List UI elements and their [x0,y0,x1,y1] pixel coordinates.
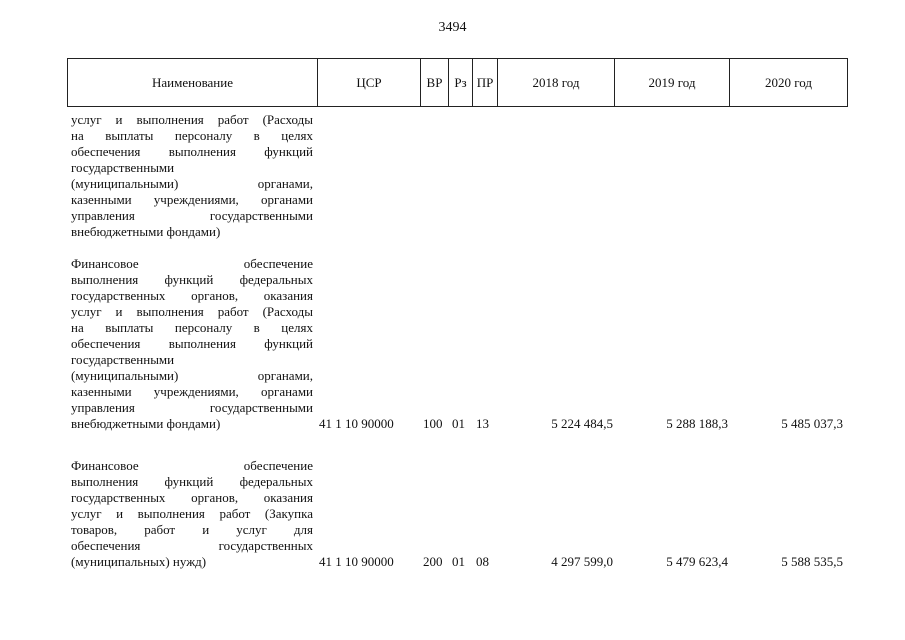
table-row [67,458,847,582]
cell-csr: 41 1 10 90000 [319,554,394,569]
name-line: услуг и выполнения работ (Расходы [71,112,313,127]
cell-vr: 100 [423,416,443,431]
name-line: государственных органов, оказания [71,490,313,505]
name-line: Финансовое обеспечение [71,256,313,271]
cell-2019: 5 479 623,4 [666,554,728,569]
name-line: выполнения функций федеральных [71,474,313,489]
name-line: товаров, работ и услуг для [71,522,313,537]
name-line: обеспечения выполнения функций [71,336,313,351]
header-2020: 2020 год [730,59,848,107]
cell-pr: 08 [476,554,489,569]
header-2019: 2019 год [615,59,730,107]
name-line: обеспечения государственных [71,538,313,553]
cell-2019: 5 288 188,3 [666,416,728,431]
name-line: государственными [71,160,175,175]
row-name [71,112,313,240]
header-pr: ПР [473,59,498,107]
name-line: (муниципальных) нужд) [71,554,207,569]
cell-2018: 5 224 484,5 [551,416,613,431]
cell-vr: 200 [423,554,443,569]
cell-rz: 01 [452,554,465,569]
table-row [67,112,847,244]
cell-pr: 13 [476,416,489,431]
page-number: 3494 [438,20,467,35]
name-line: управления государственными [71,208,313,223]
cell-2020: 5 588 535,5 [781,554,843,569]
cell-csr: 41 1 10 90000 [319,416,394,431]
name-line: (муниципальными) органами, [71,368,313,383]
header-2018: 2018 год [498,59,615,107]
header-rz: Рз [449,59,473,107]
name-line: государственных органов, оказания [71,288,313,303]
table-row [67,256,847,446]
name-line: внебюджетными фондами) [71,224,221,239]
name-line: управления государственными [71,400,313,415]
name-line: на выплаты персоналу в целях [71,128,313,143]
row-name [71,458,313,570]
name-line: обеспечения выполнения функций [71,144,313,159]
name-line: государственными [71,352,175,367]
row-name [71,256,313,432]
cell-2020: 5 485 037,3 [781,416,843,431]
name-line: услуг и выполнения работ (Расходы [71,304,313,319]
name-line: выполнения функций федеральных [71,272,313,287]
name-line: услуг и выполнения работ (Закупка [71,506,313,521]
name-line: Финансовое обеспечение [71,458,313,473]
table-header [67,58,848,107]
cell-2018: 4 297 599,0 [551,554,613,569]
name-line: (муниципальными) органами, [71,176,313,191]
header-name: Наименование [68,59,318,107]
cell-rz: 01 [452,416,465,431]
name-line: казенными учреждениями, органами [71,384,313,399]
name-line: казенными учреждениями, органами [71,192,313,207]
header-vr: ВР [421,59,449,107]
name-line: на выплаты персоналу в целях [71,320,313,335]
header-csr: ЦСР [318,59,421,107]
name-line: внебюджетными фондами) [71,416,221,431]
